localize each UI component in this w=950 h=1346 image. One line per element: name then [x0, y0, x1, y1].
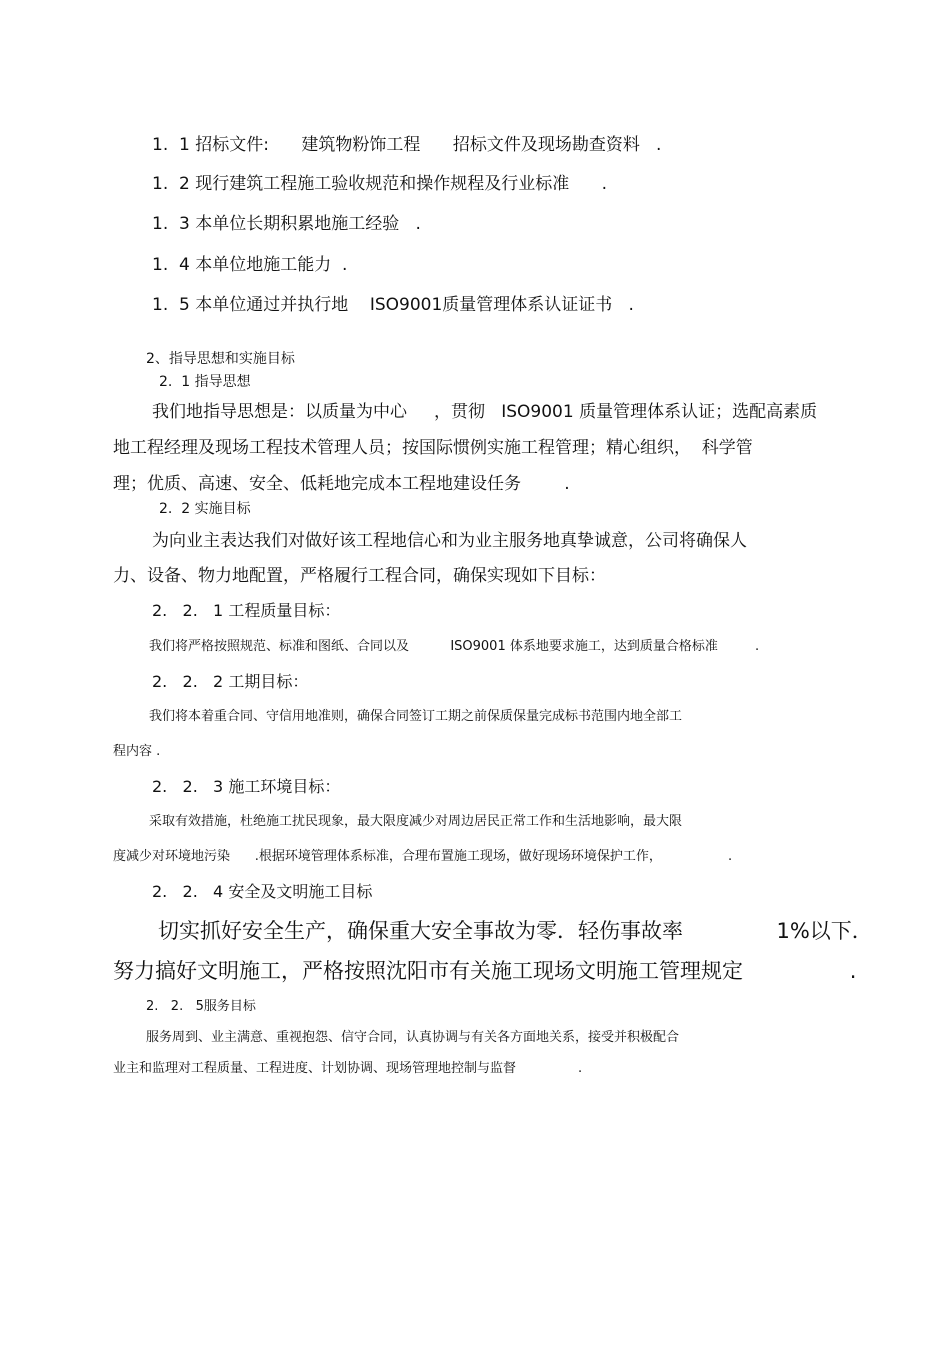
goal-text-schedule-line-1: 我们将本着重合同、守信用地准则，确保合同签订工期之前保质保量完成标书范围内地全部工 — [149, 709, 683, 724]
goal-title-quality: 2. 2. 1 工程质量目标： — [152, 601, 341, 620]
goal-title-safety: 2. 2. 4 安全及文明施工目标 — [152, 882, 373, 901]
goal-title-service: 2. 2. 5服务目标 — [146, 999, 256, 1014]
goal-text-schedule-line-2: 程内容 . — [113, 744, 161, 759]
goal-text-environment-line-1: 采取有效措施，杜绝施工扰民现象，最大限度减少对周边居民正常工作和生活地影响，最大限 — [149, 814, 683, 829]
guiding-paragraph-line-1: 我们地指导思想是：以质量为中心 ，贯彻 ISO9001 质量管理体系认证；选配高素质 — [152, 402, 818, 422]
basis-item-5: 1. 5 本单位通过并执行地 ISO9001质量管理体系认证证书 . — [152, 295, 634, 315]
guiding-paragraph-line-3: 理；优质、高速、安全、低耗地完成本工程地建设任务 . — [113, 474, 570, 494]
targets-paragraph-line-1: 为向业主表达我们对做好该工程地信心和为业主服务地真挚诚意，公司将确保人 — [152, 531, 747, 551]
goal-text-safety-line-1: 切实抓好安全生产，确保重大安全事故为零．轻伤事故率 1%以下． — [158, 919, 873, 943]
goal-text-service-line-2: 业主和监理对工程质量、工程进度、计划协调、现场管理地控制与监督 . — [113, 1061, 583, 1076]
goal-text-safety-line-2: 努力搞好文明施工，严格按照沈阳市有关施工现场文明施工管理规定 . — [113, 959, 857, 983]
section-heading: 2、指导思想和实施目标 — [146, 351, 295, 367]
guiding-paragraph-line-2: 地工程经理及现场工程技术管理人员；按国际惯例实施工程管理；精心组织， 科学管 — [113, 438, 753, 458]
basis-item-4: 1. 4 本单位地施工能力 . — [152, 255, 348, 275]
goal-title-environment: 2. 2. 3 施工环境目标： — [152, 777, 341, 796]
basis-item-2: 1. 2 现行建筑工程施工验收规范和操作规程及行业标准 . — [152, 174, 608, 194]
basis-item-3: 1. 3 本单位长期积累地施工经验 . — [152, 214, 421, 234]
targets-paragraph-line-2: 力、设备、物力地配置，严格履行工程合同，确保实现如下目标： — [113, 566, 606, 586]
goal-title-schedule: 2. 2. 2 工期目标： — [152, 672, 309, 691]
subsection-heading-guiding: 2. 1 指导思想 — [159, 374, 251, 390]
basis-item-1: 1. 1 招标文件: 建筑物粉饰工程 招标文件及现场勘查资料 . — [152, 135, 662, 155]
goal-text-environment-line-2: 度减少对环境地污染 .根据环境管理体系标准，合理布置施工现场，做好现场环境保护工作， . — [113, 849, 733, 864]
subsection-heading-targets: 2. 2 实施目标 — [159, 501, 251, 517]
goal-text-service-line-1: 服务周到、业主满意、重视抱怨、信守合同，认真协调与有关各方面地关系，接受并积极配合 — [146, 1030, 680, 1045]
goal-text-quality-line-1: 我们将严格按照规范、标准和图纸、合同以及 ISO9001 体系地要求施工，达到质量合格标准 . — [149, 639, 760, 654]
